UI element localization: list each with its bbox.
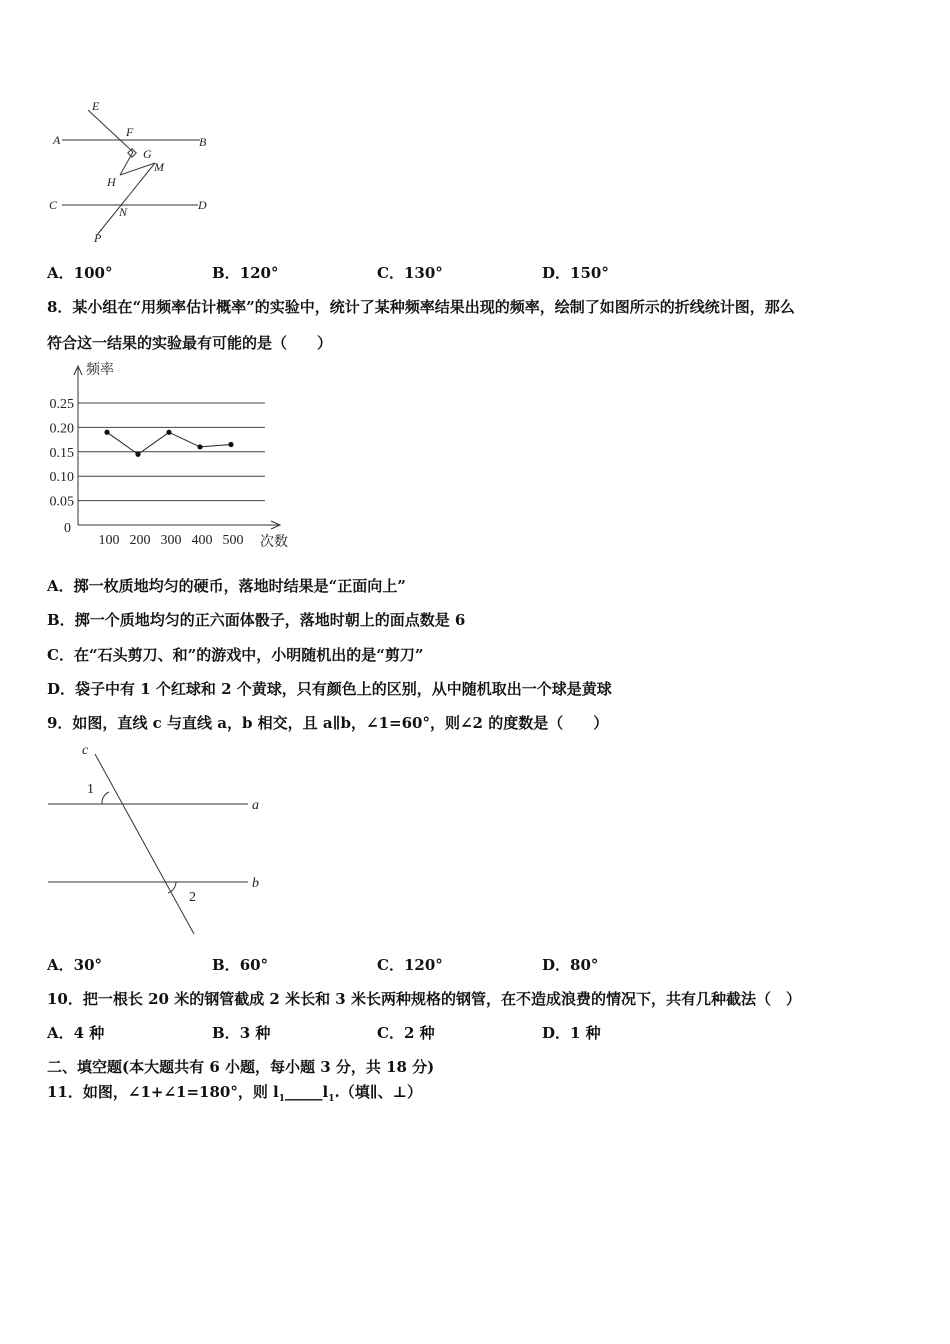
- label-2: 2: [189, 890, 196, 905]
- label-c: c: [82, 743, 89, 758]
- q10-option-c[interactable]: C．2 种: [377, 1024, 435, 1042]
- label-n: N: [119, 205, 128, 219]
- q11-sub1: 1: [278, 1094, 286, 1104]
- label-a: A: [53, 133, 61, 147]
- y-tick-label: 0.20: [49, 421, 74, 437]
- chart-series: [104, 430, 233, 457]
- chart-ylabel: 频率: [86, 363, 114, 378]
- chart-grid: [78, 403, 265, 501]
- q11-stem-mid: l: [322, 1083, 329, 1101]
- chart-xlabel: 次数: [260, 535, 288, 550]
- x-tick-label: 300: [160, 533, 182, 548]
- q11-blank[interactable]: _____: [285, 1083, 323, 1101]
- q10-option-a[interactable]: A．4 种: [47, 1024, 105, 1042]
- q9-option-b[interactable]: B．60°: [212, 956, 269, 974]
- label-e: E: [92, 99, 100, 113]
- q9-option-c[interactable]: C．120°: [377, 956, 443, 974]
- q8-option-c[interactable]: C．在“石头剪刀、和”的游戏中，小明随机出的是“剪刀”: [47, 646, 424, 664]
- line-c: [95, 754, 194, 934]
- q7-option-a[interactable]: A．100°: [47, 264, 113, 282]
- label-1: 1: [87, 782, 94, 797]
- label-p: P: [94, 231, 102, 245]
- section2-heading: 二、填空题(本大题共有 6 小题，每小题 3 分，共 18 分): [47, 1058, 435, 1076]
- chart-axes: [74, 366, 280, 529]
- q8-line-chart: [40, 358, 310, 553]
- data-point-100: [104, 430, 109, 435]
- q9-option-a[interactable]: A．30°: [47, 956, 103, 974]
- x-tick-label: 200: [129, 533, 151, 548]
- data-point-500: [228, 442, 233, 447]
- y-tick-label: 0.15: [49, 445, 74, 461]
- label-g: G: [143, 147, 152, 161]
- label-c: C: [49, 198, 58, 212]
- q9-figure: [40, 740, 280, 940]
- x-tick-label: 100: [98, 533, 120, 548]
- q7-figure: [40, 95, 230, 250]
- q8-stem-line2: 符合这一结果的实验最有可能的是（ ）: [47, 334, 333, 352]
- q9-option-d[interactable]: D．80°: [542, 956, 599, 974]
- label-h: H: [107, 175, 116, 189]
- label-b: b: [252, 876, 259, 891]
- q11-sub2: 1: [328, 1094, 335, 1104]
- q7-option-b[interactable]: B．120°: [212, 264, 279, 282]
- label-a: a: [252, 798, 259, 813]
- q11-stem: [47, 1081, 422, 1104]
- q10-stem: 10．把一根长 20 米的钢管截成 2 米长和 3 米长两种规格的钢管，在不造成浪费的情况下，共有几种截法（ ）: [47, 990, 801, 1008]
- q9-stem: 9．如图，直线 c 与直线 a，b 相交，且 a∥b，∠1=60°，则∠2 的度数是（ ）: [47, 714, 609, 732]
- q11-stem-post: .（填∥、⊥）: [334, 1083, 423, 1101]
- y-tick-label: 0.05: [49, 494, 74, 510]
- q8-stem-line1: 8．某小组在“用频率估计概率”的实验中，统计了某种频率结果出现的频率，绘制了如图所示的折线统计图，那么: [47, 298, 795, 316]
- q7-option-d[interactable]: D．150°: [542, 264, 609, 282]
- x-tick-label: 400: [191, 533, 213, 548]
- q10-option-b[interactable]: B．3 种: [212, 1024, 271, 1042]
- label-d: D: [198, 198, 207, 212]
- angle-2-arc: [168, 882, 176, 893]
- line-mp: [97, 163, 155, 235]
- series-line: [107, 432, 231, 454]
- x-tick-label: 500: [222, 533, 244, 548]
- q8-option-d[interactable]: D．袋子中有 1 个红球和 2 个黄球，只有颜色上的区别，从中随机取出一个球是黄球: [47, 680, 612, 698]
- data-point-400: [197, 444, 202, 449]
- q8-option-a[interactable]: A．掷一枚质地均匀的硬币，落地时结果是“正面向上”: [47, 577, 406, 595]
- label-f: F: [126, 125, 134, 139]
- label-b: B: [199, 135, 207, 149]
- q7-option-c[interactable]: C．130°: [377, 264, 443, 282]
- q11-stem-pre: 11．如图，∠1+∠1=180°，则 l: [47, 1083, 279, 1101]
- y-tick-label: 0.10: [49, 470, 74, 486]
- label-m: M: [154, 160, 164, 174]
- data-point-200: [135, 452, 140, 457]
- data-point-300: [166, 430, 171, 435]
- q10-option-d[interactable]: D．1 种: [542, 1024, 601, 1042]
- chart-origin-label: 0: [64, 521, 71, 536]
- q8-option-b[interactable]: B．掷一个质地均匀的正六面体骰子，落地时朝上的面点数是 6: [47, 611, 466, 629]
- y-tick-label: 0.25: [49, 397, 74, 412]
- angle-1-arc: [102, 792, 109, 804]
